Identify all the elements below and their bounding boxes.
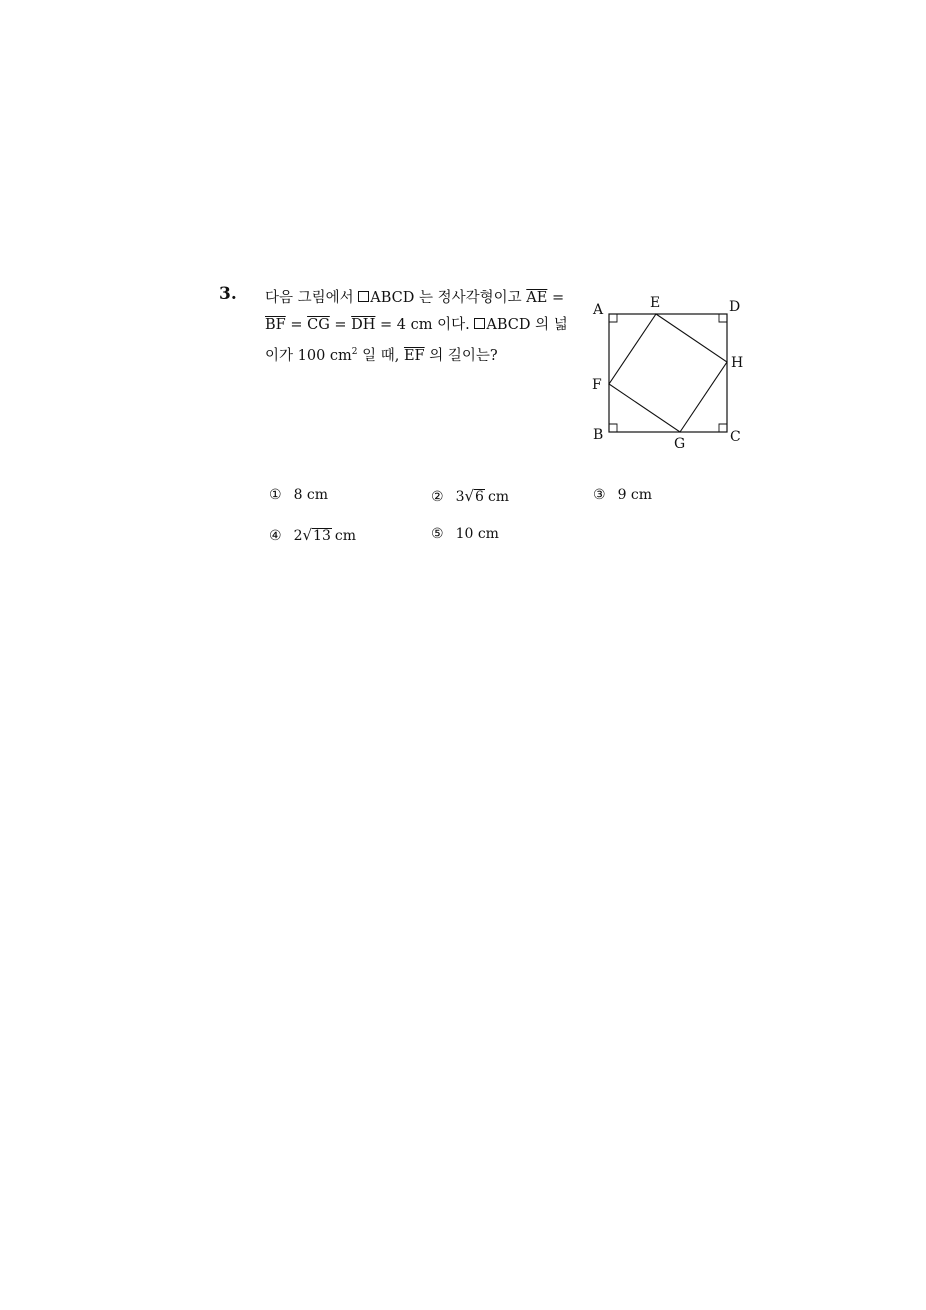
square-name: ABCD xyxy=(486,317,531,333)
choice-mark: ③ xyxy=(593,487,606,503)
question-line-3 xyxy=(265,339,580,366)
choice-mark: ⑤ xyxy=(431,526,444,542)
segment-dh: $\overline{DH}$ xyxy=(351,317,376,333)
label-c: C xyxy=(730,429,741,445)
text-segment: 의 넓 xyxy=(530,317,568,333)
text-segment: 는 정사각형이고 xyxy=(414,290,527,306)
question-number: 3. xyxy=(219,284,237,304)
label-d: D xyxy=(729,299,741,315)
text-segment: 의 길이는? xyxy=(424,347,498,364)
square-symbol-icon xyxy=(474,318,485,329)
outer-square xyxy=(609,314,727,432)
text-segment: 일 때, xyxy=(357,347,404,364)
label-e: E xyxy=(650,295,661,311)
geometry-figure xyxy=(584,290,764,460)
choice-2[interactable] xyxy=(431,487,509,505)
text-segment: = xyxy=(547,290,565,306)
right-angle-mark-a xyxy=(609,314,617,322)
text-segment: = 4 cm 이다. xyxy=(375,317,475,333)
choice-4[interactable] xyxy=(269,526,356,544)
label-b: B xyxy=(593,427,604,443)
unit: cm xyxy=(487,489,510,505)
choice-text: 8 cm xyxy=(293,487,329,503)
segment-bf: $\overline{BF}$ xyxy=(265,317,286,333)
square-symbol-icon xyxy=(358,291,369,302)
choice-mark: ④ xyxy=(269,528,282,544)
question-line-2 xyxy=(265,312,580,339)
segment-ef: $\overline{EF}$ xyxy=(403,347,425,364)
sqrt-icon: √ xyxy=(302,526,313,544)
unit: cm xyxy=(334,528,356,544)
choice-3[interactable] xyxy=(593,487,652,503)
label-h: H xyxy=(731,355,744,371)
text-segment: 다음 그림에서 xyxy=(265,290,359,306)
equals-sign: = xyxy=(329,317,352,333)
coefficient: 3 xyxy=(455,489,465,505)
text-segment: 이가 100 cm xyxy=(265,347,352,364)
choice-mark: ① xyxy=(269,487,282,503)
label-a: A xyxy=(593,302,604,318)
choice-text: 9 cm xyxy=(617,487,653,503)
superscript: 2 xyxy=(351,347,358,357)
choice-1[interactable] xyxy=(269,487,328,503)
radicand: 13 xyxy=(313,528,331,544)
square-name: ABCD xyxy=(370,290,415,306)
choice-5[interactable] xyxy=(431,526,499,542)
sqrt-icon: √ xyxy=(464,487,475,505)
choice-text: 10 cm xyxy=(455,526,499,542)
label-g: G xyxy=(674,436,686,452)
label-f: F xyxy=(592,377,602,393)
right-angle-mark-b xyxy=(609,424,617,432)
choice-mark: ② xyxy=(431,489,444,505)
inner-square xyxy=(609,314,727,432)
right-angle-mark-d xyxy=(719,314,727,322)
coefficient: 2 xyxy=(293,528,303,544)
question-line-1 xyxy=(265,285,580,312)
segment-cg: $\overline{CG}$ xyxy=(307,317,330,333)
radicand: 6 xyxy=(475,489,484,505)
right-angle-mark-c xyxy=(719,424,727,432)
question-text xyxy=(265,285,580,366)
segment-ae: $\overline{AE}$ xyxy=(526,290,548,306)
equals-sign: = xyxy=(285,317,308,333)
